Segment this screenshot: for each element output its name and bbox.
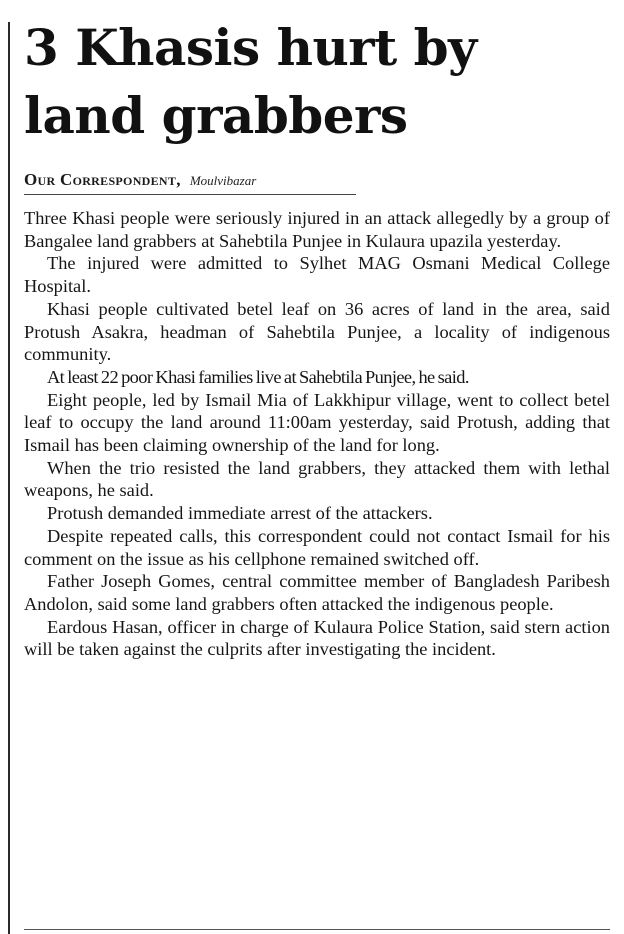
paragraph: Eardous Hasan, officer in charge of Kulaura Police Station, said stern action will be taken against the culprits after investigating the incident. <box>24 616 610 660</box>
paragraph: Three Khasi people were seriously injured in an attack allegedly by a group of Bangalee land grabbers at Sahebtila Punjee in Kulaura upazila yesterday. <box>24 208 610 251</box>
byline-location: Moulvibazar <box>189 173 257 188</box>
byline-divider <box>24 194 356 195</box>
paragraph: When the trio resisted the land grabbers, they attacked them with lethal weapons, he said. <box>24 457 610 501</box>
paragraph: The injured were admitted to Sylhet MAG Osmani Medical College Hospital. <box>24 253 610 297</box>
paragraph: Despite repeated calls, this correspondent could not contact Ismail for his comment on the issue as his cellphone remained switched off. <box>24 525 610 569</box>
article-body <box>24 207 610 661</box>
left-column-rule <box>8 22 10 934</box>
paragraph: Eight people, led by Ismail Mia of Lakkhipur village, went to collect betel leaf to occupy the land around 11:00am yesterday, said Protush, adding that Ismail has been claiming ownership of the land for long. <box>24 389 610 456</box>
article-headline <box>24 14 610 150</box>
byline-author: Our Correspondent, <box>24 170 181 189</box>
news-article <box>24 14 610 661</box>
headline-line-2: land grabbers <box>24 86 408 145</box>
paragraph: Khasi people cultivated betel leaf on 36 acres of land in the area, said Protush Asakra, headman of Sahebtila Punjee, a locality of indigenous community. <box>24 298 610 365</box>
headline-line-1: 3 Khasis hurt by <box>24 18 477 77</box>
article-byline <box>24 170 610 190</box>
paragraph: Father Joseph Gomes, central committee member of Bangladesh Paribesh Andolon, said some land grabbers often attacked the indigenous people. <box>24 571 610 614</box>
bottom-rule <box>24 929 610 930</box>
paragraph: At least 22 poor Khasi families live at Sahebtila Punjee, he said. <box>47 366 469 387</box>
paragraph: Protush demanded immediate arrest of the attackers. <box>47 503 433 524</box>
